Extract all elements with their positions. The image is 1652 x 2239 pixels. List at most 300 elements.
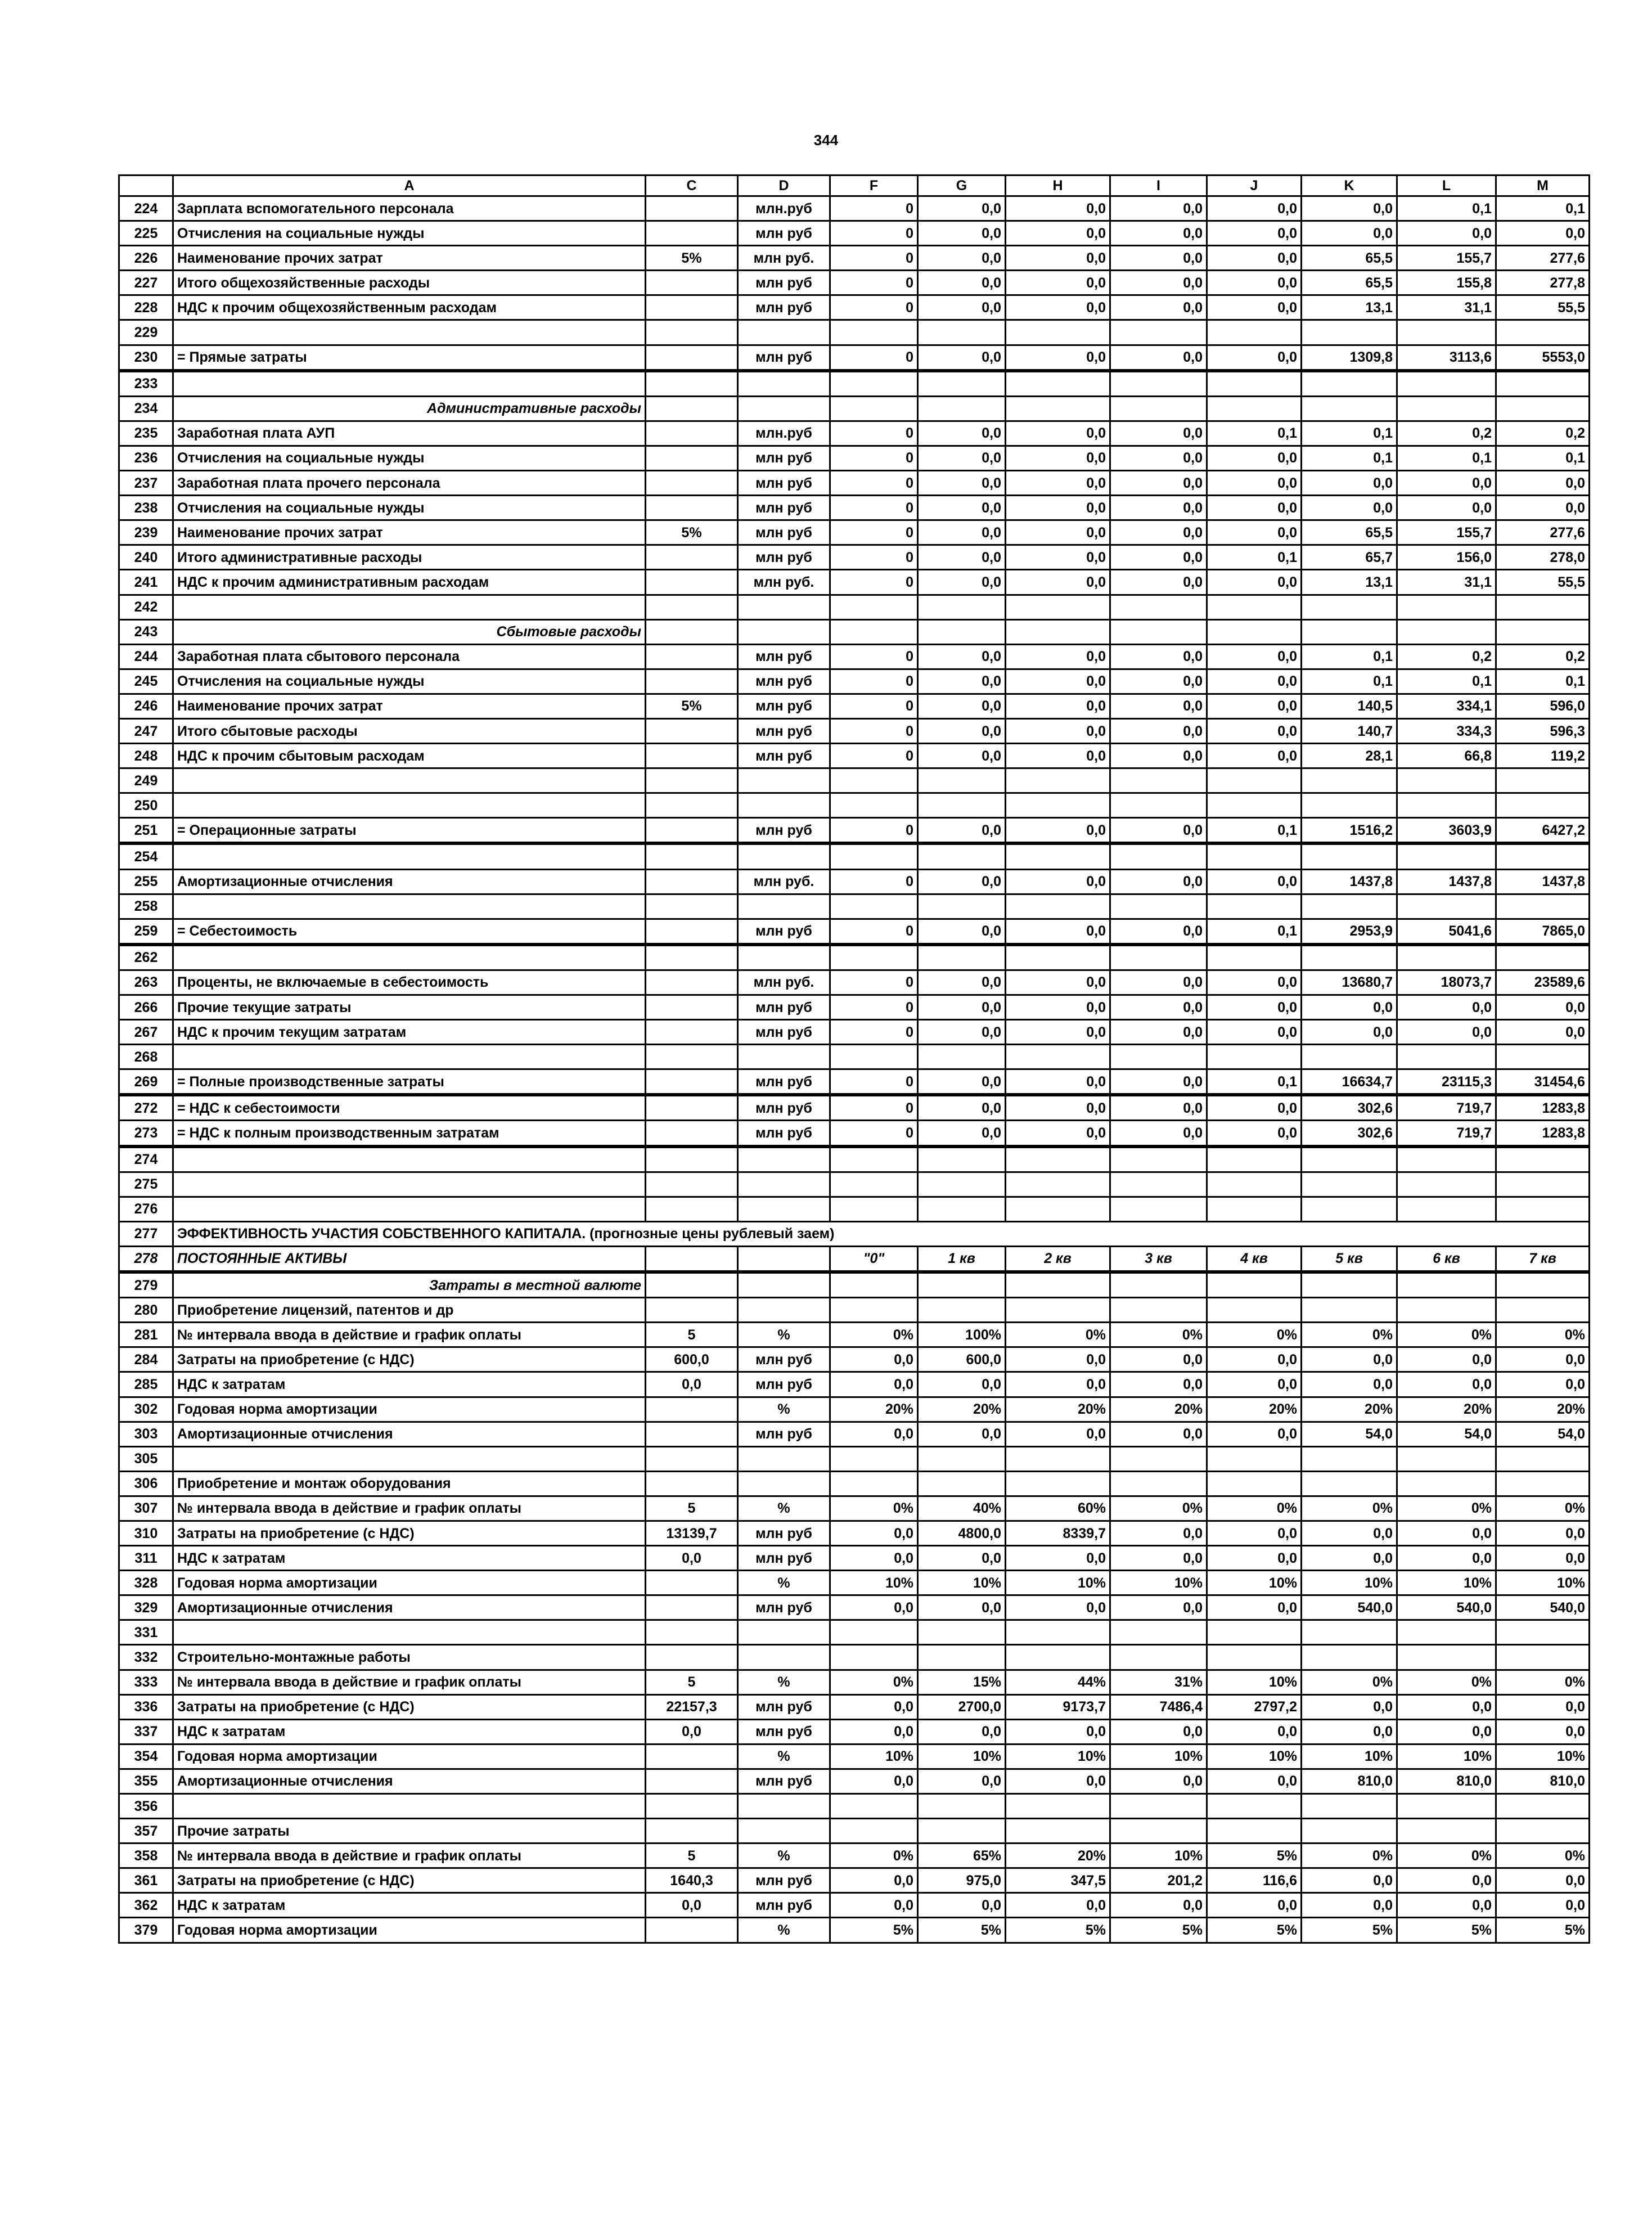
value-cell[interactable]: 0,0 (1006, 718, 1110, 743)
value-cell[interactable] (830, 1446, 918, 1471)
value-cell[interactable]: 0,0 (830, 1372, 918, 1397)
value-cell[interactable]: 0,0 (918, 1422, 1006, 1446)
row-number-cell[interactable]: 238 (119, 496, 173, 520)
value-cell[interactable]: 0,0 (918, 345, 1006, 371)
value-cell[interactable] (1207, 1620, 1302, 1645)
unit-cell[interactable]: млн руб (738, 1769, 830, 1793)
param-cell[interactable] (646, 1147, 738, 1172)
value-cell[interactable] (1110, 1147, 1207, 1172)
label-cell[interactable] (173, 793, 646, 818)
value-cell[interactable] (830, 793, 918, 818)
value-cell[interactable]: 0,0 (918, 295, 1006, 320)
value-cell[interactable]: 0,0 (1207, 1719, 1302, 1744)
param-cell[interactable] (646, 945, 738, 970)
label-cell[interactable]: Итого общехозяйственные расходы (173, 271, 646, 295)
value-cell[interactable]: 0% (1302, 1670, 1397, 1694)
value-cell[interactable]: 0,0 (918, 718, 1006, 743)
row-number-cell[interactable]: 258 (119, 894, 173, 919)
value-cell[interactable]: 0,0 (918, 669, 1006, 694)
value-cell[interactable]: 0,1 (1496, 196, 1590, 221)
value-cell[interactable]: 0,0 (1207, 1893, 1302, 1918)
unit-cell[interactable]: млн.руб (738, 421, 830, 446)
value-cell[interactable]: 0,0 (1110, 471, 1207, 496)
value-cell[interactable] (1496, 595, 1590, 619)
value-cell[interactable]: 0% (1302, 1496, 1397, 1521)
value-cell[interactable] (1397, 396, 1496, 421)
value-cell[interactable] (1207, 1045, 1302, 1069)
label-cell[interactable]: НДС к затратам (173, 1546, 646, 1571)
unit-cell[interactable] (738, 894, 830, 919)
value-cell[interactable]: 0,1 (1397, 446, 1496, 470)
value-cell[interactable]: 0 (830, 818, 918, 844)
row-number-cell[interactable]: 306 (119, 1471, 173, 1496)
label-cell[interactable]: Строительно-монтажные работы (173, 1645, 646, 1670)
value-cell[interactable] (1496, 1197, 1590, 1221)
row-number-cell[interactable]: 236 (119, 446, 173, 470)
value-cell[interactable]: 0,0 (830, 1719, 918, 1744)
param-cell[interactable] (646, 1471, 738, 1496)
param-cell[interactable] (646, 320, 738, 345)
value-cell[interactable] (918, 1197, 1006, 1221)
value-cell[interactable]: 302,6 (1302, 1095, 1397, 1121)
value-cell[interactable] (1496, 1645, 1590, 1670)
value-cell[interactable]: 0,0 (1006, 421, 1110, 446)
value-cell[interactable]: 0,0 (1110, 718, 1207, 743)
label-cell[interactable]: № интервала ввода в действие и график оплаты (173, 1323, 646, 1347)
unit-cell[interactable] (738, 320, 830, 345)
value-cell[interactable]: 0,0 (1302, 1546, 1397, 1571)
value-cell[interactable]: 0,0 (1110, 545, 1207, 570)
param-cell[interactable] (646, 1446, 738, 1471)
value-cell[interactable]: 0% (1397, 1323, 1496, 1347)
param-cell[interactable]: 0,0 (646, 1546, 738, 1571)
unit-cell[interactable] (738, 371, 830, 397)
value-cell[interactable]: 0,1 (1302, 644, 1397, 669)
value-cell[interactable]: 0,0 (1302, 1347, 1397, 1372)
value-cell[interactable]: 6427,2 (1496, 818, 1590, 844)
value-cell[interactable]: 0,0 (1110, 694, 1207, 718)
value-cell[interactable] (1302, 793, 1397, 818)
unit-cell[interactable] (738, 1246, 830, 1272)
row-number-cell[interactable]: 244 (119, 644, 173, 669)
value-cell[interactable]: 0,0 (1397, 1347, 1496, 1372)
row-number-cell[interactable]: 269 (119, 1069, 173, 1095)
unit-cell[interactable]: % (738, 1323, 830, 1347)
value-cell[interactable] (1496, 793, 1590, 818)
row-number-cell[interactable]: 228 (119, 295, 173, 320)
unit-cell[interactable] (738, 619, 830, 644)
label-cell[interactable]: Приобретение лицензий, патентов и др (173, 1298, 646, 1323)
param-cell[interactable]: 600,0 (646, 1347, 738, 1372)
value-cell[interactable] (1006, 1045, 1110, 1069)
value-cell[interactable] (918, 793, 1006, 818)
value-cell[interactable]: 20% (1006, 1844, 1110, 1868)
row-number-cell[interactable]: 332 (119, 1645, 173, 1670)
param-cell[interactable] (646, 545, 738, 570)
value-cell[interactable]: 0 (830, 345, 918, 371)
column-header[interactable]: K (1302, 176, 1397, 196)
value-cell[interactable]: 277,8 (1496, 271, 1590, 295)
value-cell[interactable]: 0,0 (1110, 744, 1207, 768)
unit-cell[interactable]: млн руб (738, 1719, 830, 1744)
label-cell[interactable]: Наименование прочих затрат (173, 246, 646, 271)
value-cell[interactable]: 0,0 (1110, 1372, 1207, 1397)
value-cell[interactable]: 1516,2 (1302, 818, 1397, 844)
param-cell[interactable] (646, 619, 738, 644)
value-cell[interactable]: 0 (830, 271, 918, 295)
value-cell[interactable] (1397, 894, 1496, 919)
value-cell[interactable]: 0,0 (1110, 496, 1207, 520)
value-cell[interactable]: 10% (1110, 1744, 1207, 1769)
unit-cell[interactable]: % (738, 1844, 830, 1868)
value-cell[interactable]: 0,0 (1302, 1719, 1397, 1744)
value-cell[interactable]: 0,0 (1110, 995, 1207, 1020)
param-cell[interactable] (646, 1794, 738, 1819)
unit-cell[interactable] (738, 1272, 830, 1298)
value-cell[interactable]: 155,8 (1397, 271, 1496, 295)
value-cell[interactable]: 278,0 (1496, 545, 1590, 570)
value-cell[interactable]: 0,0 (830, 1521, 918, 1545)
value-cell[interactable] (830, 619, 918, 644)
value-cell[interactable] (1006, 619, 1110, 644)
unit-cell[interactable]: млн руб (738, 694, 830, 718)
value-cell[interactable]: 31% (1110, 1670, 1207, 1694)
value-cell[interactable] (918, 619, 1006, 644)
value-cell[interactable]: 0,0 (918, 1095, 1006, 1121)
param-cell[interactable] (646, 1620, 738, 1645)
value-cell[interactable]: 7 кв (1496, 1246, 1590, 1272)
value-cell[interactable] (1006, 1272, 1110, 1298)
value-cell[interactable]: 0 (830, 496, 918, 520)
value-cell[interactable] (1496, 768, 1590, 793)
row-number-cell[interactable]: 254 (119, 843, 173, 869)
value-cell[interactable] (1397, 1147, 1496, 1172)
value-cell[interactable]: 1309,8 (1302, 345, 1397, 371)
row-number-cell[interactable]: 234 (119, 396, 173, 421)
row-number-cell[interactable]: 284 (119, 1347, 173, 1372)
label-cell[interactable]: Административные расходы (173, 396, 646, 421)
value-cell[interactable]: 0,0 (1110, 421, 1207, 446)
value-cell[interactable]: 0,0 (918, 196, 1006, 221)
value-cell[interactable]: 0,0 (1006, 1719, 1110, 1744)
value-cell[interactable]: 0,0 (1110, 1422, 1207, 1446)
param-cell[interactable] (646, 718, 738, 743)
param-cell[interactable]: 22157,3 (646, 1694, 738, 1719)
unit-cell[interactable]: млн руб (738, 345, 830, 371)
value-cell[interactable] (1006, 396, 1110, 421)
row-number-cell[interactable]: 247 (119, 718, 173, 743)
value-cell[interactable] (1110, 1197, 1207, 1221)
value-cell[interactable] (1207, 768, 1302, 793)
label-cell[interactable]: = НДС к себестоимости (173, 1095, 646, 1121)
value-cell[interactable]: 0,0 (918, 970, 1006, 995)
value-cell[interactable]: 0 (830, 1095, 918, 1121)
unit-cell[interactable]: млн руб (738, 1422, 830, 1446)
value-cell[interactable] (1110, 1794, 1207, 1819)
value-cell[interactable]: 0,0 (1397, 221, 1496, 246)
value-cell[interactable]: 540,0 (1496, 1595, 1590, 1620)
param-cell[interactable]: 0,0 (646, 1719, 738, 1744)
value-cell[interactable]: 0,1 (1496, 446, 1590, 470)
value-cell[interactable] (1207, 371, 1302, 397)
label-cell[interactable]: НДС к затратам (173, 1719, 646, 1744)
value-cell[interactable]: 0,0 (1397, 1868, 1496, 1893)
value-cell[interactable]: 975,0 (918, 1868, 1006, 1893)
value-cell[interactable] (1496, 1045, 1590, 1069)
value-cell[interactable] (1302, 595, 1397, 619)
value-cell[interactable]: 0,0 (918, 1121, 1006, 1147)
value-cell[interactable]: 10% (918, 1571, 1006, 1595)
value-cell[interactable]: 0,0 (1006, 271, 1110, 295)
value-cell[interactable] (1110, 1272, 1207, 1298)
value-cell[interactable] (1397, 371, 1496, 397)
unit-cell[interactable]: млн руб. (738, 869, 830, 894)
label-cell[interactable]: Амортизационные отчисления (173, 1595, 646, 1620)
unit-cell[interactable] (738, 793, 830, 818)
column-header[interactable]: M (1496, 176, 1590, 196)
value-cell[interactable]: 0% (1496, 1844, 1590, 1868)
param-cell[interactable] (646, 1769, 738, 1793)
value-cell[interactable]: 65% (918, 1844, 1006, 1868)
value-cell[interactable] (1302, 1819, 1397, 1844)
value-cell[interactable]: 0,0 (1110, 446, 1207, 470)
label-cell[interactable]: НДС к прочим административным расходам (173, 570, 646, 595)
label-cell[interactable] (173, 371, 646, 397)
value-cell[interactable]: 0,0 (830, 1694, 918, 1719)
value-cell[interactable]: 0,0 (918, 1893, 1006, 1918)
value-cell[interactable]: 0,0 (1110, 1893, 1207, 1918)
row-number-cell[interactable]: 235 (119, 421, 173, 446)
label-cell[interactable]: Годовая норма амортизации (173, 1397, 646, 1422)
unit-cell[interactable] (738, 396, 830, 421)
row-number-cell[interactable]: 310 (119, 1521, 173, 1545)
value-cell[interactable]: 0,0 (1302, 471, 1397, 496)
value-cell[interactable]: 596,0 (1496, 694, 1590, 718)
row-number-cell[interactable]: 354 (119, 1744, 173, 1769)
value-cell[interactable]: 10% (1302, 1571, 1397, 1595)
value-cell[interactable]: 13,1 (1302, 295, 1397, 320)
value-cell[interactable] (1110, 1045, 1207, 1069)
value-cell[interactable]: 1283,8 (1496, 1095, 1590, 1121)
value-cell[interactable]: 0,0 (1207, 246, 1302, 271)
unit-cell[interactable]: млн руб (738, 1372, 830, 1397)
value-cell[interactable] (1110, 894, 1207, 919)
value-cell[interactable]: 7486,4 (1110, 1694, 1207, 1719)
unit-cell[interactable] (738, 768, 830, 793)
value-cell[interactable]: 0,1 (1207, 919, 1302, 945)
unit-cell[interactable] (738, 1819, 830, 1844)
value-cell[interactable]: 0,2 (1397, 421, 1496, 446)
value-cell[interactable]: 0,0 (1496, 1020, 1590, 1045)
unit-cell[interactable]: % (738, 1918, 830, 1943)
label-cell[interactable]: Итого сбытовые расходы (173, 718, 646, 743)
column-header[interactable]: A (173, 176, 646, 196)
value-cell[interactable]: 20% (1397, 1397, 1496, 1422)
label-cell[interactable]: Заработная плата сбытового персонала (173, 644, 646, 669)
value-cell[interactable]: 0,0 (1110, 1121, 1207, 1147)
value-cell[interactable]: 10% (830, 1571, 918, 1595)
unit-cell[interactable]: млн руб (738, 818, 830, 844)
value-cell[interactable]: 0,0 (918, 1769, 1006, 1793)
unit-cell[interactable]: млн руб (738, 1095, 830, 1121)
value-cell[interactable]: 0,1 (1207, 421, 1302, 446)
unit-cell[interactable]: млн руб (738, 919, 830, 945)
value-cell[interactable]: 0,0 (1207, 345, 1302, 371)
value-cell[interactable]: 20% (1496, 1397, 1590, 1422)
value-cell[interactable] (1207, 945, 1302, 970)
value-cell[interactable]: 0,0 (1110, 1095, 1207, 1121)
param-cell[interactable] (646, 644, 738, 669)
value-cell[interactable]: 0,0 (1397, 1020, 1496, 1045)
value-cell[interactable]: 0,0 (918, 545, 1006, 570)
label-cell[interactable]: = Операционные затраты (173, 818, 646, 844)
value-cell[interactable]: 334,1 (1397, 694, 1496, 718)
value-cell[interactable]: 155,7 (1397, 520, 1496, 545)
unit-cell[interactable]: млн руб (738, 496, 830, 520)
unit-cell[interactable] (738, 1172, 830, 1197)
value-cell[interactable] (1207, 1645, 1302, 1670)
unit-cell[interactable]: млн руб (738, 995, 830, 1020)
value-cell[interactable]: 0,0 (1207, 1769, 1302, 1793)
unit-cell[interactable]: млн руб (738, 1868, 830, 1893)
value-cell[interactable] (1110, 768, 1207, 793)
param-cell[interactable] (646, 1819, 738, 1844)
value-cell[interactable]: 0,1 (1397, 196, 1496, 221)
value-cell[interactable]: 0,0 (1110, 246, 1207, 271)
value-cell[interactable]: 0,0 (918, 1069, 1006, 1095)
value-cell[interactable] (1496, 1446, 1590, 1471)
value-cell[interactable] (1006, 1819, 1110, 1844)
value-cell[interactable]: 10% (1110, 1571, 1207, 1595)
value-cell[interactable]: 0,0 (1207, 995, 1302, 1020)
value-cell[interactable]: 0,0 (830, 1893, 918, 1918)
value-cell[interactable]: 0% (1207, 1323, 1302, 1347)
row-number-cell[interactable]: 303 (119, 1422, 173, 1446)
value-cell[interactable]: 0,0 (1207, 1595, 1302, 1620)
value-cell[interactable]: 0% (1397, 1670, 1496, 1694)
value-cell[interactable] (1397, 1620, 1496, 1645)
value-cell[interactable] (1006, 595, 1110, 619)
value-cell[interactable]: 0% (830, 1323, 918, 1347)
value-cell[interactable]: 0,0 (1302, 1694, 1397, 1719)
value-cell[interactable] (1110, 396, 1207, 421)
value-cell[interactable]: 119,2 (1496, 744, 1590, 768)
param-cell[interactable] (646, 196, 738, 221)
value-cell[interactable] (1207, 1298, 1302, 1323)
param-cell[interactable] (646, 793, 738, 818)
value-cell[interactable]: 0,0 (1207, 446, 1302, 470)
column-header[interactable]: H (1006, 176, 1110, 196)
value-cell[interactable] (1006, 1620, 1110, 1645)
value-cell[interactable] (830, 1645, 918, 1670)
value-cell[interactable] (1302, 320, 1397, 345)
value-cell[interactable]: 0,0 (918, 869, 1006, 894)
unit-cell[interactable]: млн руб. (738, 970, 830, 995)
value-cell[interactable]: 31,1 (1397, 295, 1496, 320)
param-cell[interactable] (646, 1571, 738, 1595)
value-cell[interactable]: 10% (1302, 1744, 1397, 1769)
value-cell[interactable]: 0,0 (1207, 1347, 1302, 1372)
value-cell[interactable]: 0,0 (830, 1595, 918, 1620)
value-cell[interactable] (1496, 1272, 1590, 1298)
row-number-cell[interactable]: 331 (119, 1620, 173, 1645)
unit-cell[interactable]: млн руб (738, 221, 830, 246)
row-number-cell[interactable]: 275 (119, 1172, 173, 1197)
param-cell[interactable] (646, 768, 738, 793)
value-cell[interactable]: 5041,6 (1397, 919, 1496, 945)
value-cell[interactable] (1207, 595, 1302, 619)
value-cell[interactable]: 4 кв (1207, 1246, 1302, 1272)
label-cell[interactable]: Прочие текущие затраты (173, 995, 646, 1020)
value-cell[interactable]: 5% (1110, 1918, 1207, 1943)
unit-cell[interactable]: млн руб (738, 1694, 830, 1719)
value-cell[interactable] (918, 1045, 1006, 1069)
value-cell[interactable]: 5% (830, 1918, 918, 1943)
column-header[interactable] (119, 176, 173, 196)
param-cell[interactable] (646, 345, 738, 371)
row-number-cell[interactable]: 268 (119, 1045, 173, 1069)
param-cell[interactable] (646, 1397, 738, 1422)
value-cell[interactable]: 0% (1496, 1496, 1590, 1521)
value-cell[interactable] (830, 1147, 918, 1172)
label-cell[interactable]: = Прямые затраты (173, 345, 646, 371)
value-cell[interactable]: 0,0 (1110, 1069, 1207, 1095)
value-cell[interactable]: 0 (830, 718, 918, 743)
param-cell[interactable] (646, 570, 738, 595)
value-cell[interactable]: 0,0 (1006, 471, 1110, 496)
row-number-cell[interactable]: 273 (119, 1121, 173, 1147)
value-cell[interactable] (1006, 1298, 1110, 1323)
value-cell[interactable] (1006, 1197, 1110, 1221)
value-cell[interactable]: 0 (830, 869, 918, 894)
value-cell[interactable] (1496, 371, 1590, 397)
param-cell[interactable]: 5% (646, 694, 738, 718)
value-cell[interactable] (1302, 768, 1397, 793)
row-number-cell[interactable]: 278 (119, 1246, 173, 1272)
label-cell[interactable]: НДС к прочим сбытовым расходам (173, 744, 646, 768)
value-cell[interactable]: 0,0 (918, 421, 1006, 446)
value-cell[interactable]: 0,0 (1006, 520, 1110, 545)
value-cell[interactable] (1302, 1645, 1397, 1670)
value-cell[interactable]: 5% (1302, 1918, 1397, 1943)
value-cell[interactable]: 10% (1207, 1670, 1302, 1694)
label-cell[interactable]: Отчисления на социальные нужды (173, 496, 646, 520)
label-cell[interactable] (173, 1172, 646, 1197)
unit-cell[interactable]: млн руб (738, 545, 830, 570)
value-cell[interactable]: 0,0 (918, 520, 1006, 545)
value-cell[interactable]: 0,0 (1496, 1521, 1590, 1545)
value-cell[interactable]: 0% (830, 1670, 918, 1694)
param-cell[interactable]: 5 (646, 1496, 738, 1521)
label-cell[interactable]: Сбытовые расходы (173, 619, 646, 644)
value-cell[interactable]: 0,0 (1110, 1595, 1207, 1620)
value-cell[interactable]: 810,0 (1397, 1769, 1496, 1793)
value-cell[interactable] (1006, 371, 1110, 397)
row-number-cell[interactable]: 358 (119, 1844, 173, 1868)
label-cell[interactable]: = НДС к полным производственным затратам (173, 1121, 646, 1147)
label-cell[interactable] (173, 894, 646, 919)
value-cell[interactable]: 302,6 (1302, 1121, 1397, 1147)
label-cell[interactable]: Затраты на приобретение (с НДС) (173, 1868, 646, 1893)
value-cell[interactable]: 10% (1207, 1571, 1302, 1595)
value-cell[interactable] (1207, 396, 1302, 421)
row-number-cell[interactable]: 280 (119, 1298, 173, 1323)
value-cell[interactable]: "0" (830, 1246, 918, 1272)
value-cell[interactable]: 0,0 (1207, 669, 1302, 694)
value-cell[interactable]: 0% (830, 1496, 918, 1521)
value-cell[interactable]: 0,0 (1006, 1095, 1110, 1121)
value-cell[interactable]: 0% (1496, 1670, 1590, 1694)
